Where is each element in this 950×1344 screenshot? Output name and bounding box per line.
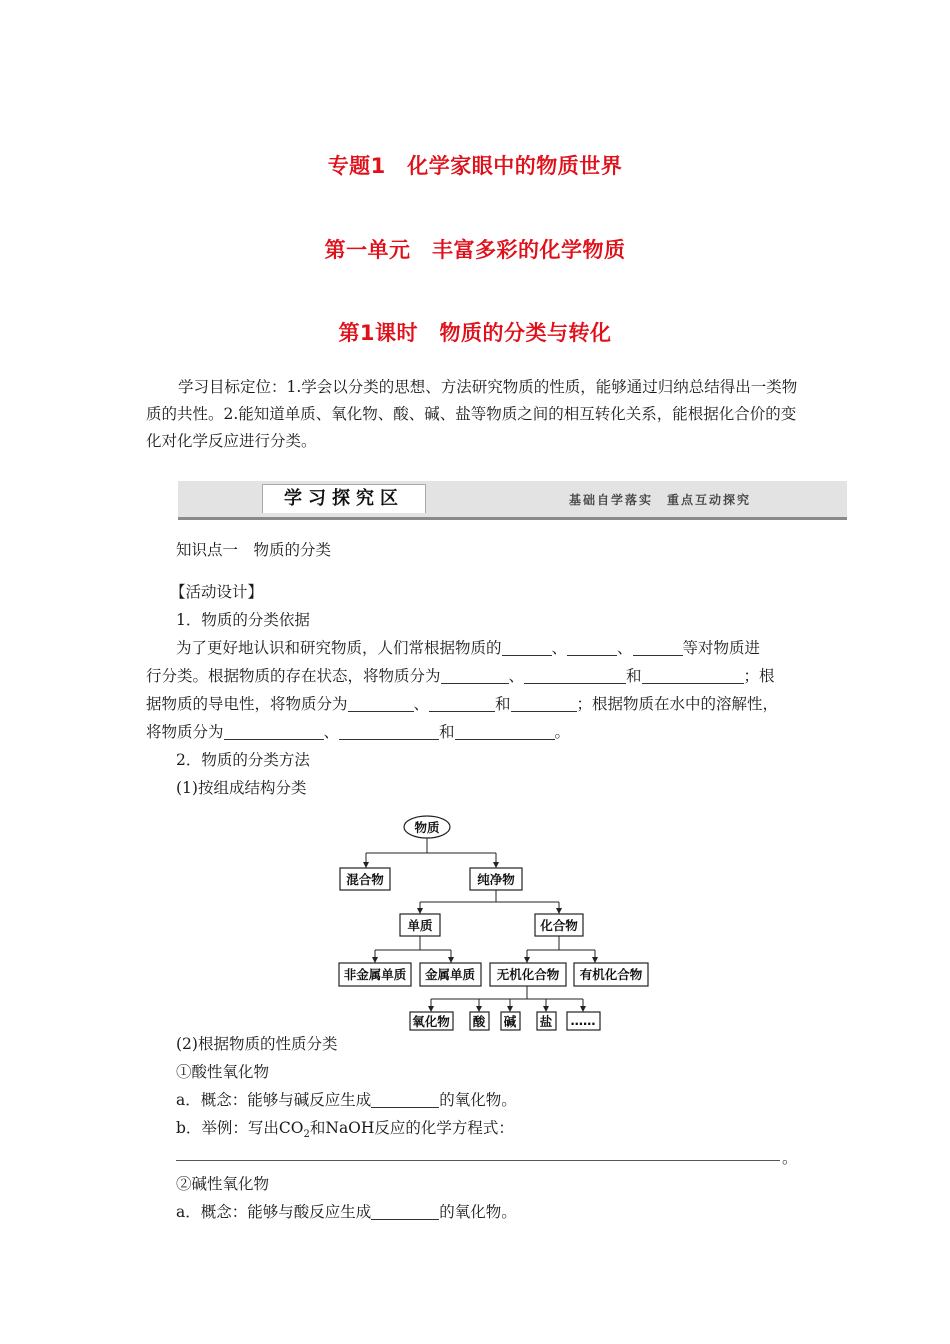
- blank[interactable]: [371, 1203, 439, 1220]
- fill-line-4: 将物质分为 、 和 。: [146, 723, 571, 741]
- answer-line[interactable]: [176, 1160, 780, 1161]
- node-acid: 酸: [472, 1014, 486, 1029]
- basic-oxide-heading: ②碱性氧化物: [176, 1175, 270, 1193]
- unit-title: 第一单元 丰富多彩的化学物质: [324, 238, 626, 262]
- lesson-title: 第1课时 物质的分类与转化: [338, 321, 612, 345]
- fill-line-3: 据物质的导电性，将物质分为 、 和 ；根据物质在水中的溶解性，: [146, 695, 779, 713]
- fill-line-1: 为了更好地认识和研究物质，人们常根据物质的 、 、 等对物质进: [176, 639, 761, 657]
- blank[interactable]: [371, 1091, 439, 1108]
- node-metal: 金属单质: [424, 967, 476, 982]
- node-inorganic: 无机化合物: [496, 967, 560, 982]
- banner-tab-label: 学习探究区: [262, 484, 426, 513]
- node-base: 碱: [503, 1014, 517, 1029]
- node-organic: 有机化合物: [579, 967, 643, 982]
- fill-line-2: 行分类。根据物质的存在状态，将物质分为 、 和 ；根: [146, 667, 775, 685]
- knowledge-point-heading: 知识点一 物质的分类: [176, 541, 332, 559]
- acidic-oxide-heading: ①酸性氧化物: [176, 1063, 270, 1081]
- answer-line-period: 。: [782, 1149, 798, 1167]
- basic-oxide-concept: a．概念：能够与酸反应生成 的氧化物。: [176, 1203, 517, 1221]
- acidic-oxide-example: b．举例：写出$CO_2$和NaOH反应的化学方程式：: [176, 1119, 514, 1141]
- node-root: 物质: [414, 820, 440, 835]
- node-pure: 纯净物: [477, 872, 515, 887]
- node-more: ……: [570, 1013, 596, 1028]
- node-mixture: 混合物: [346, 872, 384, 887]
- node-salt: 盐: [539, 1014, 553, 1029]
- banner-subtitle: 基础自学落实 重点互动探究: [568, 493, 751, 507]
- section-1-heading: 1．物质的分类依据: [176, 611, 310, 629]
- section-2-heading: 2．物质的分类方法: [176, 751, 310, 769]
- node-compound: 化合物: [540, 918, 578, 933]
- node-element: 单质: [407, 918, 433, 933]
- node-nonmetal: 非金属单质: [343, 967, 407, 982]
- learning-objectives: 学习目标定位：1.学会以分类的思想、方法研究物质的性质，能够通过归纳总结得出一类物质的共性。2.能知道单质、氧化物、酸、碱、盐等物质之间的相互转化关系，能根据化合价的变化对化学反应进行分类。: [146, 378, 798, 450]
- subsection-2-heading: (2)根据物质的性质分类: [176, 1035, 338, 1053]
- node-oxide: 氧化物: [412, 1014, 450, 1029]
- subsection-1-heading: (1)按组成结构分类: [176, 779, 307, 797]
- acidic-oxide-concept: a．概念：能够与碱反应生成 的氧化物。: [176, 1091, 517, 1109]
- activity-heading: 【活动设计】: [170, 583, 264, 601]
- topic-title: 专题1 化学家眼中的物质世界: [327, 154, 623, 178]
